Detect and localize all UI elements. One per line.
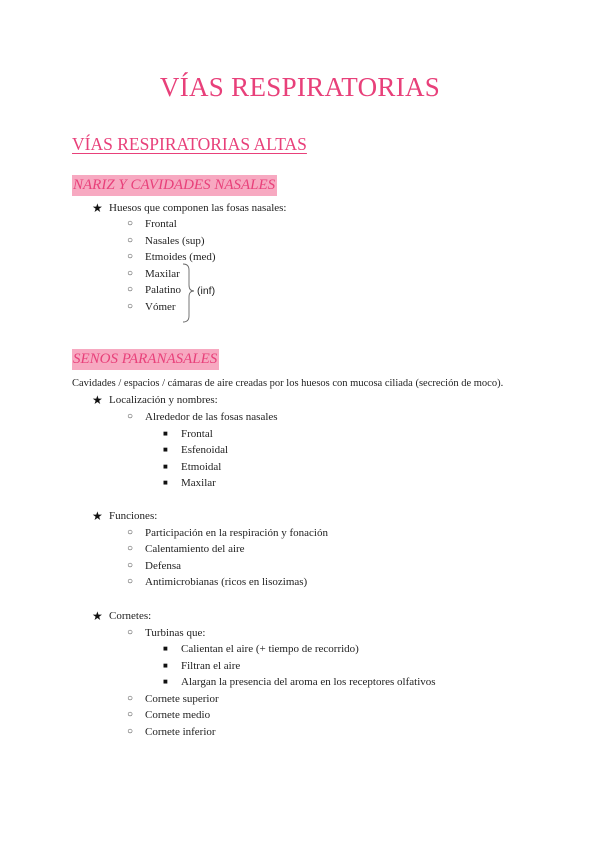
page-title: VÍAS RESPIRATORIAS — [159, 72, 441, 102]
list-item: Etmoidal — [181, 461, 222, 473]
circle-bullet-icon: ○ — [127, 268, 134, 279]
square-bullet-icon: ■ — [163, 644, 168, 653]
list-item: Maxilar — [145, 268, 180, 280]
list-item: Cornete inferior — [145, 726, 216, 738]
circle-bullet-icon: ○ — [127, 301, 134, 312]
list-item: Participación en la respiración y fonación — [145, 527, 328, 539]
list-item: Calientan el aire (+ tiempo de recorrido) — [181, 643, 359, 655]
circle-bullet-icon: ○ — [127, 527, 134, 538]
list-item: Vómer — [145, 301, 176, 313]
circle-bullet-icon: ○ — [127, 709, 134, 720]
circle-bullet-icon: ○ — [127, 693, 134, 704]
list-item: Antimicrobianas (ricos en lisozimas) — [145, 576, 308, 588]
circle-bullet-icon: ○ — [127, 576, 134, 587]
list-item: Palatino — [145, 284, 182, 296]
square-bullet-icon: ■ — [163, 429, 168, 438]
list-item: Cornete superior — [145, 693, 219, 705]
square-bullet-icon: ■ — [163, 462, 168, 471]
circle-bullet-icon: ○ — [127, 560, 134, 571]
nariz-heading: NARIZ Y CAVIDADES NASALES — [72, 175, 277, 196]
star-bullet-icon: ★ — [92, 201, 103, 215]
square-bullet-icon: ■ — [163, 677, 168, 686]
circle-bullet-icon: ○ — [127, 218, 134, 229]
nariz-bullet-text: Huesos que componen las fosas nasales: — [109, 202, 287, 214]
list-item: Frontal — [181, 428, 213, 440]
circle-bullet-icon: ○ — [127, 543, 134, 554]
cornetes-label: Cornetes: — [109, 610, 152, 622]
list-item: Filtran el aire — [181, 660, 241, 672]
circle-bullet-icon: ○ — [127, 627, 134, 638]
circle-bullet-icon: ○ — [127, 411, 134, 422]
star-bullet-icon: ★ — [92, 609, 103, 623]
square-bullet-icon: ■ — [163, 661, 168, 670]
list-item: Maxilar — [181, 477, 216, 489]
brace-note: (inf) — [197, 285, 216, 297]
curly-brace-icon — [178, 262, 198, 324]
circle-bullet-icon: ○ — [127, 726, 134, 737]
circle-bullet-icon: ○ — [127, 251, 134, 262]
list-item: Esfenoidal — [181, 444, 229, 456]
list-item: Alargan la presencia del aroma en los receptores olfativos — [181, 676, 436, 688]
localizacion-label: Localización y nombres: — [109, 394, 218, 406]
funciones-label: Funciones: — [109, 510, 158, 522]
square-bullet-icon: ■ — [163, 478, 168, 487]
circle-bullet-icon: ○ — [127, 235, 134, 246]
senos-intro: Cavidades / espacios / cámaras de aire creadas por los huesos con mucosa ciliada (secreción de moco). — [72, 378, 504, 389]
localizacion-sub: Alrededor de las fosas nasales — [145, 411, 278, 423]
list-item: Defensa — [145, 560, 182, 572]
star-bullet-icon: ★ — [92, 509, 103, 523]
square-bullet-icon: ■ — [163, 445, 168, 454]
star-bullet-icon: ★ — [92, 393, 103, 407]
list-item: Etmoides (med) — [145, 251, 216, 263]
list-item: Cornete medio — [145, 709, 211, 721]
senos-heading: SENOS PARANASALES — [72, 349, 219, 370]
list-item: Calentamiento del aire — [145, 543, 245, 555]
circle-bullet-icon: ○ — [127, 284, 134, 295]
turbinas-label: Turbinas que: — [145, 627, 206, 639]
section-heading: VÍAS RESPIRATORIAS ALTAS — [72, 134, 307, 154]
list-item: Nasales (sup) — [145, 235, 205, 247]
list-item: Frontal — [145, 218, 177, 230]
